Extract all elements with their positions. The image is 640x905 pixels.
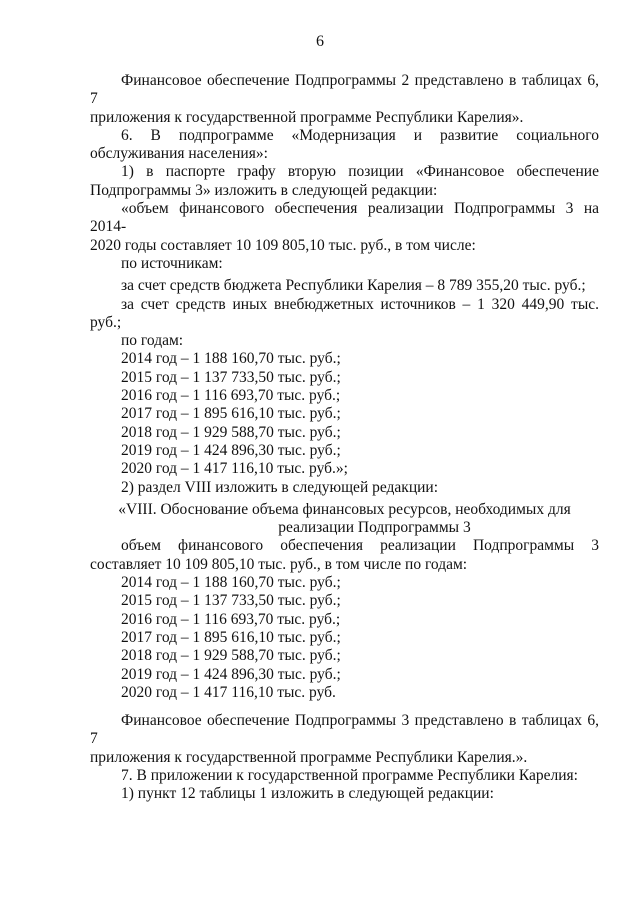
- section-heading: реализации Подпрограммы 3: [278, 519, 471, 537]
- year-line: 2019 год – 1 424 896,30 тыс. руб.;: [121, 441, 341, 459]
- text-line: по годам:: [121, 332, 184, 350]
- text-line: Финансовое обеспечение Подпрограммы 2 представлено в таблицах 6, 7: [90, 72, 599, 108]
- text-line: 1) пункт 12 таблицы 1 изложить в следующей редакции:: [121, 785, 494, 803]
- text-line: руб.;: [90, 313, 122, 331]
- text-line: приложения к государственной программе Республики Карелия».: [90, 108, 524, 126]
- year-line: 2018 год – 1 929 588,70 тыс. руб.;: [121, 423, 341, 441]
- year-line: 2017 год – 1 895 616,10 тыс. руб.;: [121, 628, 341, 646]
- year-line: 2017 год – 1 895 616,10 тыс. руб.;: [121, 405, 341, 423]
- text-line: «объем финансового обеспечения реализации Подпрограммы 3 на 2014-: [90, 200, 599, 236]
- text-line: за счет средств бюджета Республики Карелия – 8 789 355,20 тыс. руб.;: [121, 277, 586, 295]
- year-line: 2015 год – 1 137 733,50 тыс. руб.;: [121, 592, 341, 610]
- text-line: обслуживания населения»:: [90, 145, 268, 163]
- section-heading: «VIII. Обоснование объема финансовых ресурсов, необходимых для: [118, 500, 571, 518]
- year-line: 2020 год – 1 417 116,10 тыс. руб.»;: [121, 460, 348, 478]
- text-line: приложения к государственной программе Республики Карелия.».: [90, 748, 528, 766]
- text-line: по источникам:: [121, 254, 223, 272]
- page-number: 6: [316, 33, 324, 50]
- text-line: составляет 10 109 805,10 тыс. руб., в том числе по годам:: [90, 555, 468, 573]
- text-line: 2020 годы составляет 10 109 805,10 тыс. руб., в том числе:: [90, 236, 476, 254]
- text-line: за счет средств иных внебюджетных источников – 1 320 449,90 тыс.: [121, 295, 599, 313]
- year-line: 2018 год – 1 929 588,70 тыс. руб.;: [121, 647, 341, 665]
- year-line: 2020 год – 1 417 116,10 тыс. руб.: [121, 683, 336, 701]
- text-line: 6. В подпрограмме «Модернизация и развитие социального: [121, 126, 599, 144]
- text-line: 7. В приложении к государственной программе Республики Карелия:: [121, 766, 578, 784]
- year-line: 2014 год – 1 188 160,70 тыс. руб.;: [121, 350, 341, 368]
- text-line: 1) в паспорте графу вторую позиции «Финансовое обеспечение: [121, 163, 599, 181]
- year-line: 2014 год – 1 188 160,70 тыс. руб.;: [121, 574, 341, 592]
- year-line: 2019 год – 1 424 896,30 тыс. руб.;: [121, 665, 341, 683]
- text-line: 2) раздел VIII изложить в следующей редакции:: [121, 478, 439, 496]
- year-line: 2016 год – 1 116 693,70 тыс. руб.;: [121, 610, 341, 628]
- text-line: Подпрограммы 3» изложить в следующей редакции:: [90, 181, 438, 199]
- year-line: 2016 год – 1 116 693,70 тыс. руб.;: [121, 387, 341, 405]
- text-line: Финансовое обеспечение Подпрограммы 3 представлено в таблицах 6, 7: [90, 712, 599, 748]
- document-body: [90, 72, 599, 804]
- text-line: объем финансового обеспечения реализации Подпрограммы 3: [121, 537, 599, 555]
- year-line: 2015 год – 1 137 733,50 тыс. руб.;: [121, 368, 341, 386]
